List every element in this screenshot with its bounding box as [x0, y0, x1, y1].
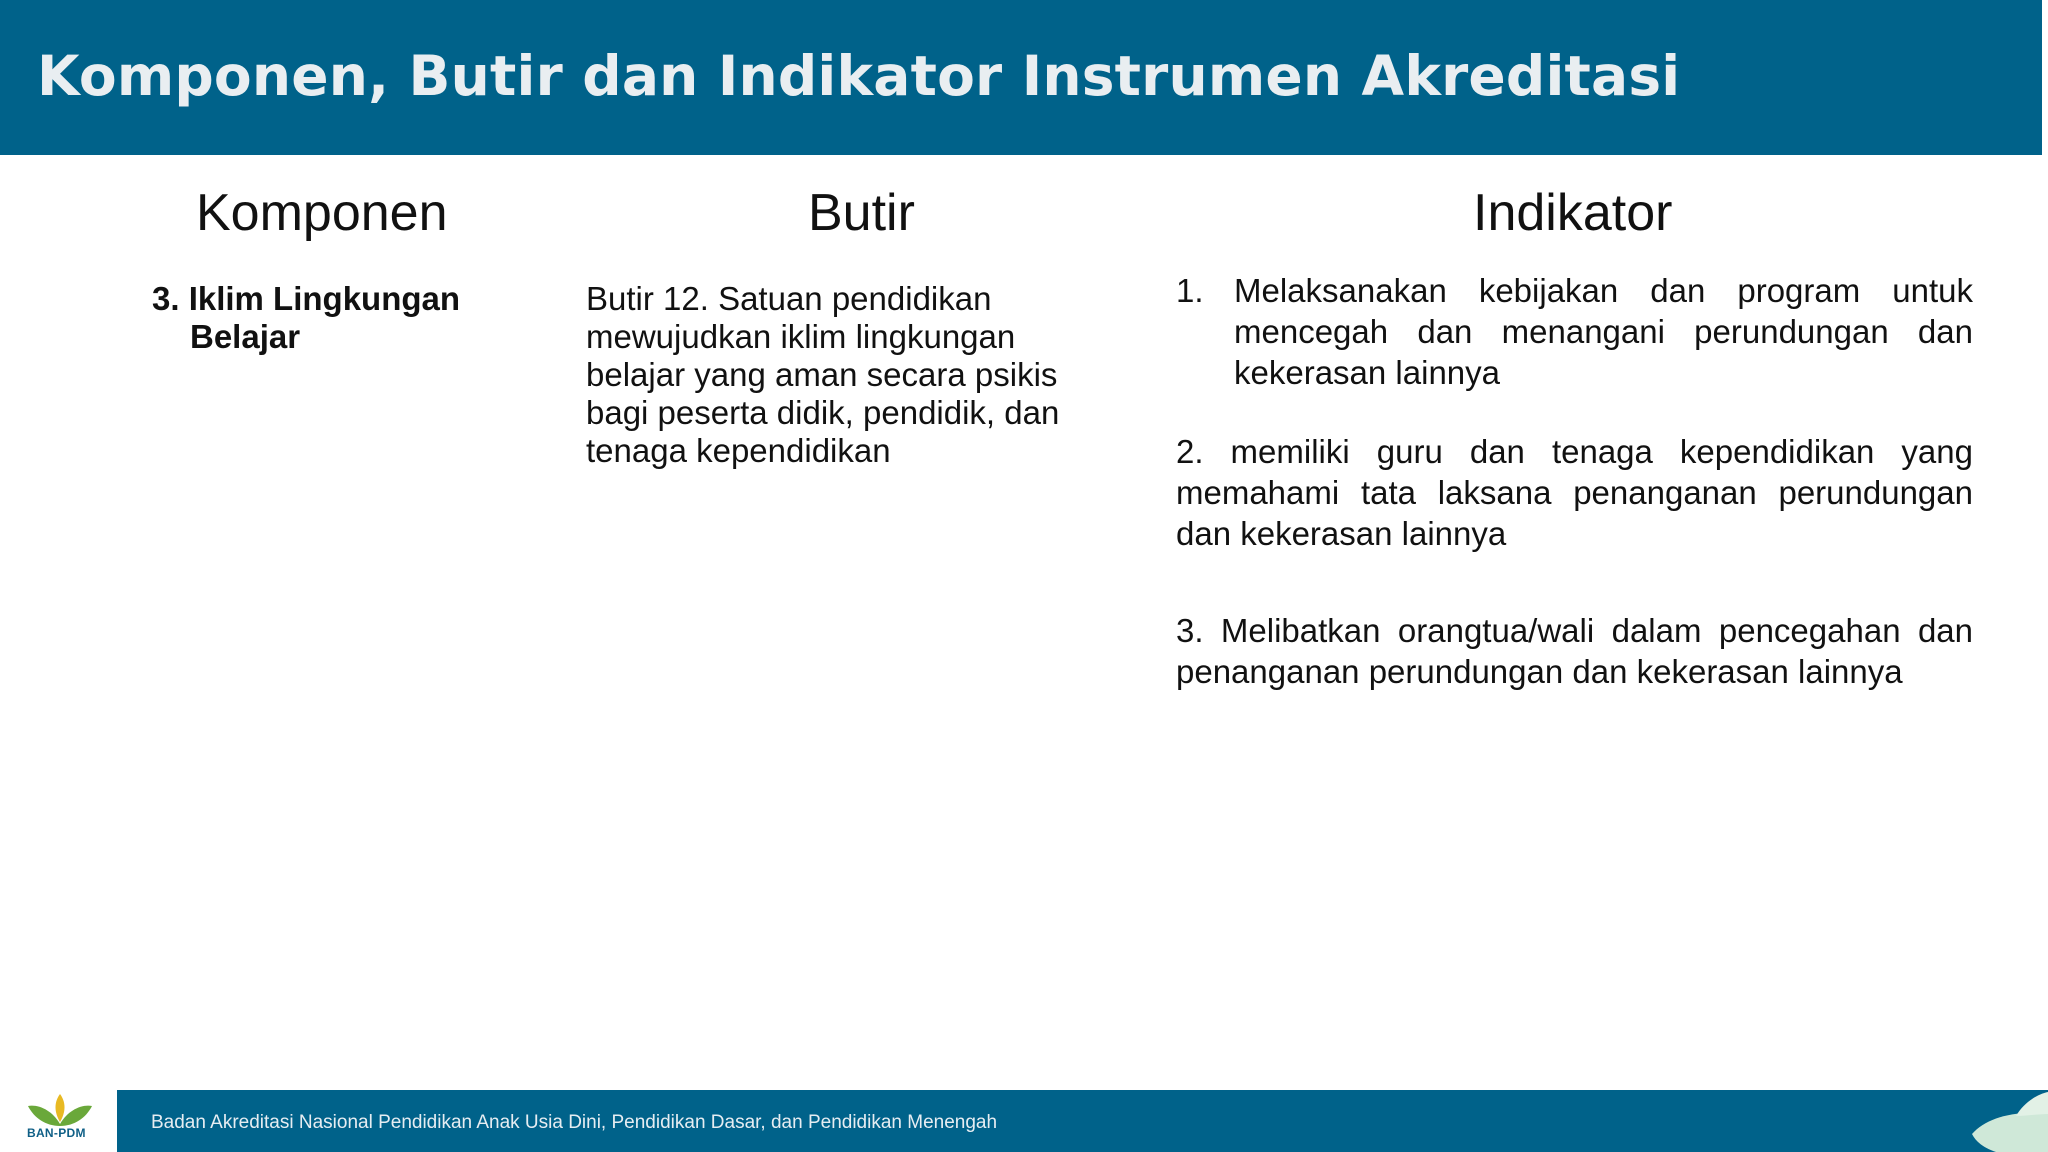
logo-text: BAN-PDM — [27, 1126, 86, 1140]
ban-pdm-logo-icon — [24, 1088, 96, 1150]
komponen-heading: Komponen — [196, 184, 448, 242]
footer-text: Badan Akreditasi Nasional Pendidikan Anak Usia Dini, Pendidikan Dasar, dan Pendidikan Menengah — [151, 1112, 998, 1133]
butir-heading: Butir — [808, 184, 915, 242]
butir-text: Butir 12. Satuan pendidikan mewujudkan iklim lingkungan belajar yang aman secara psikis bagi peserta didik, pendidik, dan tenaga kependidikan — [586, 280, 1060, 469]
indikator-item — [1176, 270, 1973, 393]
indikator-item-number: 1. — [1176, 272, 1204, 309]
indikator-list — [1176, 270, 1973, 692]
indikator-item: 3. Melibatkan orangtua/wali dalam pencegahan dan penanganan perundungan dan kekerasan lainnya — [1176, 612, 1973, 690]
indikator-item-text: Melaksanakan kebijakan dan program untuk mencegah dan menangani perundungan dan kekerasan lainnya — [1234, 272, 1973, 391]
indikator-heading: Indikator — [1473, 184, 1673, 242]
page-title: Komponen, Butir dan Indikator Instrumen Akreditasi — [37, 44, 1681, 108]
indikator-item: 2. memiliki guru dan tenaga kependidikan yang memahami tata laksana penanganan perundungan dan kekerasan lainnya — [1176, 433, 1973, 552]
leaf-decoration-icon — [1966, 1092, 2048, 1152]
komponen-item: 3. Iklim Lingkungan Belajar — [152, 280, 461, 355]
